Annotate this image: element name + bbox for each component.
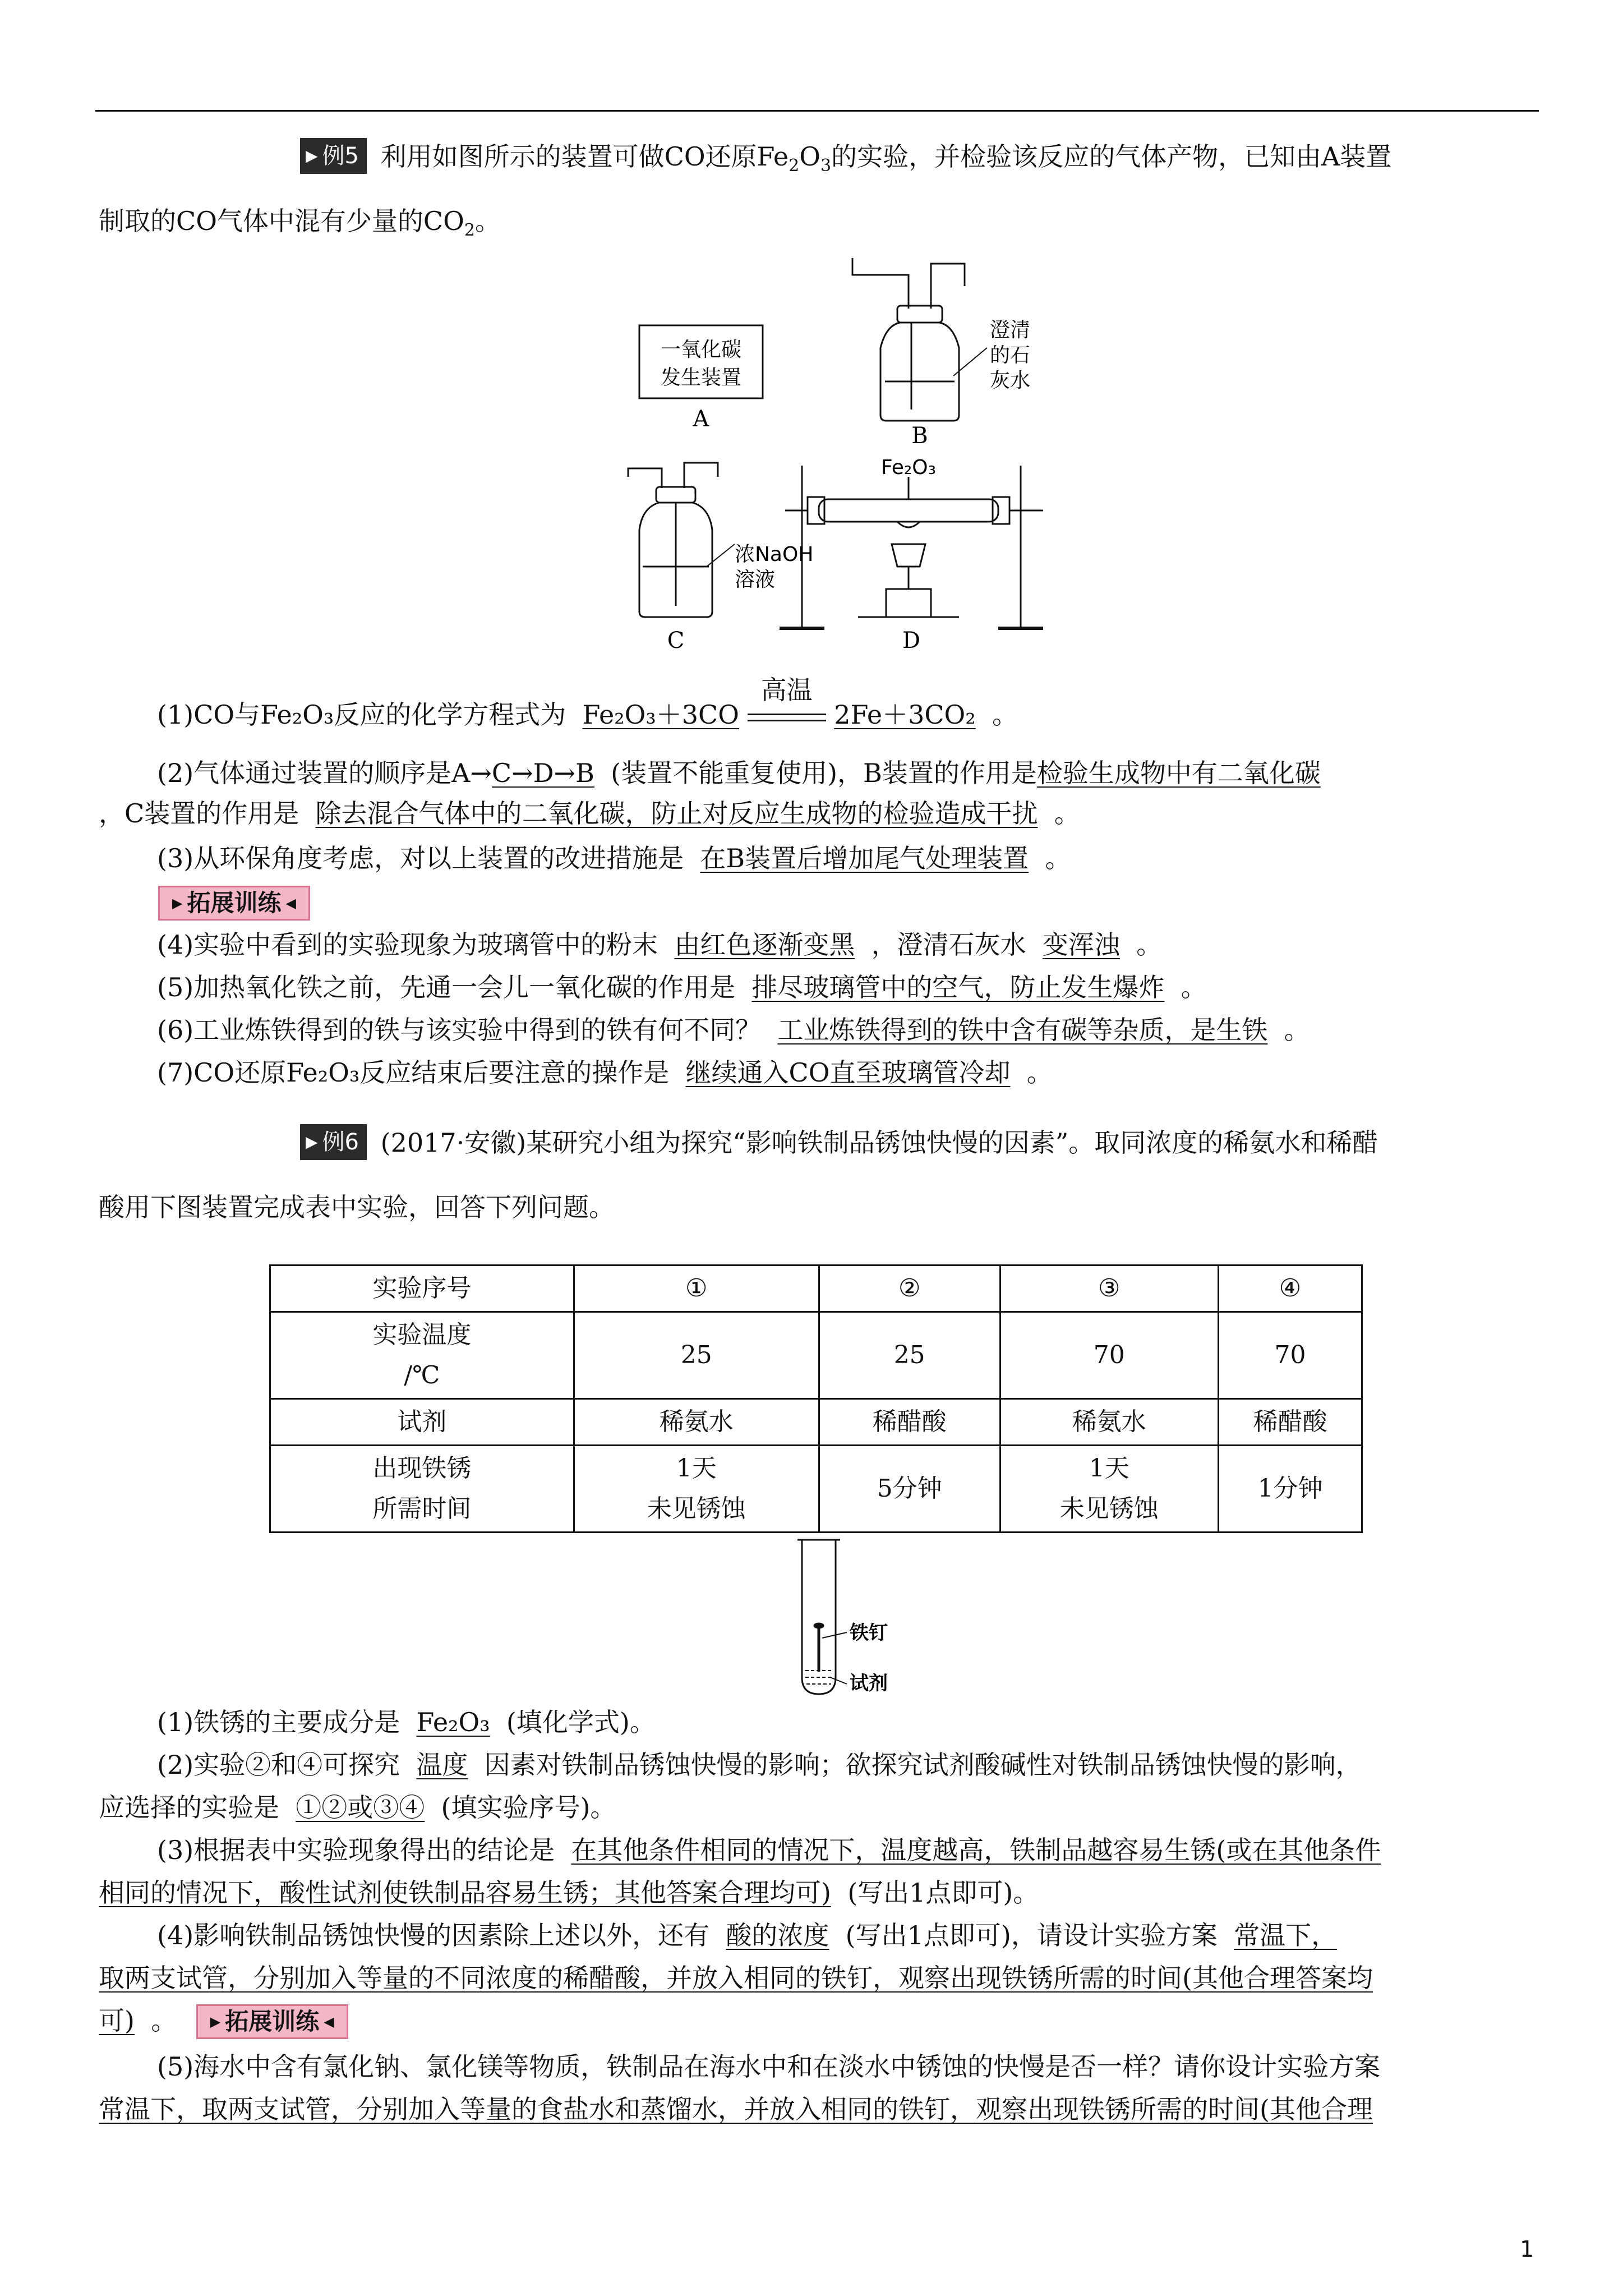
ex6-q2-line2: 应选择的实验是 ①②或③④ (填实验序号)。 bbox=[99, 1792, 616, 1823]
top-rule bbox=[95, 110, 1539, 112]
ex5-q2-line2: ，C装置的作用是 除去混合气体中的二氧化碳，防止对反应生成物的检验造成干扰 。 bbox=[99, 798, 1080, 829]
nail-label: 铁钉 bbox=[850, 1622, 888, 1644]
ex5-q7-answer: 继续通入CO直至玻璃管冷却 bbox=[685, 1057, 1011, 1088]
table-header-cell: 出现铁锈 所需时间 bbox=[270, 1446, 574, 1533]
table-cell: 25 bbox=[819, 1312, 1000, 1399]
table-cell: ③ bbox=[1000, 1266, 1218, 1312]
ex6-intro-line1: ▶ 例6 (2017·安徽)某研究小组为探究“影响铁制品锈蚀快慢的因素”。取同浓度的稀氨水和稀醋 bbox=[300, 1124, 1378, 1160]
ex5-q2-answer-order: C→D→B bbox=[491, 758, 594, 788]
table-cell: ② bbox=[819, 1266, 1000, 1312]
ex5-q6: (6)工业炼铁得到的铁与该实验中得到的铁有何不同？ 工业炼铁得到的铁中含有碳等杂质，是生铁 。 bbox=[157, 1015, 1310, 1045]
table-row bbox=[270, 1266, 1362, 1312]
ex6-intro-line2: 酸用下图装置完成表中实验，回答下列问题。 bbox=[99, 1192, 615, 1222]
d-label: Fe₂O₃ bbox=[880, 456, 937, 479]
b-label-1: 澄清 bbox=[990, 319, 1031, 342]
a-label-2: 发生装置 bbox=[660, 366, 742, 389]
ex5-ext-tag-line bbox=[158, 885, 310, 921]
table-header-cell: 实验序号 bbox=[270, 1266, 574, 1312]
ex6-q5-line1: (5)海水中含有氯化钠、氯化镁等物质，铁制品在海水中和在淡水中锈蚀的快慢是否一样？请你设计实验方案 bbox=[157, 2051, 1381, 2082]
table-cell: 1分钟 bbox=[1219, 1446, 1362, 1533]
b-label-3: 灰水 bbox=[990, 369, 1031, 392]
ex6-q4-answer-2a: 常温下， bbox=[1234, 1920, 1338, 1950]
table-header-cell: 试剂 bbox=[270, 1399, 574, 1446]
ex6-q4-answer-2c: 可) bbox=[99, 2005, 135, 2036]
table-cell: ① bbox=[574, 1266, 819, 1312]
reaction-condition: 高温 bbox=[748, 698, 826, 721]
bottle-b bbox=[852, 258, 965, 421]
extension-training-tag-2: ▶ 拓展训练 ◀ bbox=[196, 2004, 348, 2039]
ex6-q4-line2 bbox=[99, 1961, 1373, 1995]
ex6-q2-answer-1: 温度 bbox=[416, 1750, 468, 1780]
a-label-1: 一氧化碳 bbox=[660, 338, 742, 361]
ex5-q2-answer-b: 检验生成物中有二氧化碳 bbox=[1036, 758, 1321, 788]
apparatus-diagram bbox=[617, 252, 1122, 673]
table-header-cell: 实验温度 /℃ bbox=[270, 1312, 574, 1399]
ex5-q4-answer-2: 变浑浊 bbox=[1042, 930, 1120, 960]
ex6-q4-line3: 可) 。 ▶ 拓展训练 ◀ bbox=[99, 2004, 348, 2039]
ex5-tag: ▶ 例5 bbox=[300, 138, 367, 174]
table-cell: 稀氨水 bbox=[574, 1399, 819, 1446]
table-cell: ④ bbox=[1219, 1266, 1362, 1312]
ex6-q4-line1: (4)影响铁制品锈蚀快慢的因素除上述以外，还有 酸的浓度 (写出1点即可)，请设计实验方案 常温下， bbox=[157, 1920, 1338, 1950]
ex6-q1-answer: Fe₂O₃ bbox=[416, 1707, 490, 1737]
reagent-label: 试剂 bbox=[850, 1672, 888, 1695]
table-cell: 稀醋酸 bbox=[819, 1399, 1000, 1446]
ex5-q6-answer: 工业炼铁得到的铁中含有碳等杂质，是生铁 bbox=[777, 1015, 1268, 1045]
table-cell: 25 bbox=[574, 1312, 819, 1399]
test-tube-diagram bbox=[785, 1537, 953, 1700]
ex6-q1: (1)铁锈的主要成分是 Fe₂O₃ (填化学式)。 bbox=[157, 1707, 656, 1737]
ex6-q5-line2 bbox=[99, 2092, 1373, 2126]
ex6-q4-answer-1: 酸的浓度 bbox=[726, 1920, 829, 1950]
b-label-2: 的石 bbox=[990, 344, 1031, 367]
apparatus-d bbox=[780, 466, 1043, 628]
extension-training-tag: ▶ 拓展训练 ◀ bbox=[158, 886, 310, 921]
table-cell: 5分钟 bbox=[819, 1446, 1000, 1533]
table-cell: 1天 未见锈蚀 bbox=[1000, 1446, 1218, 1533]
table-cell: 稀醋酸 bbox=[1219, 1399, 1362, 1446]
table-row bbox=[270, 1312, 1362, 1399]
ex5-q4-answer-1: 由红色逐渐变黑 bbox=[674, 930, 855, 960]
table-cell: 稀氨水 bbox=[1000, 1399, 1218, 1446]
ex5-q2-answer-c: 除去混合气体中的二氧化碳，防止对反应生成物的检验造成干扰 bbox=[315, 798, 1038, 829]
table-row bbox=[270, 1399, 1362, 1446]
test-tube-figure bbox=[785, 1537, 953, 1700]
a-caption: A bbox=[693, 406, 709, 432]
c-caption: C bbox=[667, 628, 685, 654]
ex5-q1: (1)CO与Fe₂O₃反应的化学方程式为 Fe₂O₃＋3CO 高温 2Fe＋3CO₂ 。 bbox=[157, 675, 1018, 730]
ex5-q4: (4)实验中看到的实验现象为玻璃管中的粉末 由红色逐渐变黑 ，澄清石灰水 变浑浊 。 bbox=[157, 930, 1163, 960]
ex6-q3-line1: (3)根据表中实验现象得出的结论是 在其他条件相同的情况下，温度越高，铁制品越容易生锈(或在其他条件 bbox=[157, 1835, 1381, 1865]
page-number: 1 bbox=[1520, 2237, 1534, 2262]
table-cell: 70 bbox=[1219, 1312, 1362, 1399]
d-caption: D bbox=[902, 628, 921, 654]
ex5-q1-answer-left: Fe₂O₃＋3CO bbox=[582, 700, 739, 730]
ex5-q2-line1: (2)气体通过装置的顺序是A→C→D→B (装置不能重复使用)，B装置的作用是检验生成物中有二氧化碳 bbox=[157, 758, 1321, 788]
ex5-q3: (3)从环保角度考虑，对以上装置的改进措施是 在B装置后增加尾气处理装置 。 bbox=[157, 843, 1071, 873]
table-cell: 1天 未见锈蚀 bbox=[574, 1446, 819, 1533]
b-caption: B bbox=[911, 423, 928, 449]
ex6-q5-answer: 常温下，取两支试管，分别加入等量的食盐水和蒸馏水，并放入相同的铁钉，观察出现铁锈所需的时间(其他合理 bbox=[99, 2094, 1373, 2124]
ex6-tag: ▶ 例6 bbox=[300, 1124, 367, 1160]
ex5-q5-answer: 排尽玻璃管中的空气，防止发生爆炸 bbox=[751, 972, 1165, 1002]
ex6-q3-line2: 相同的情况下，酸性试剂使铁制品容易生锈；其他答案合理均可) (写出1点即可)。 bbox=[99, 1878, 1039, 1908]
c-label-1: 浓NaOH bbox=[735, 543, 814, 566]
ex6-q3-answer-2: 相同的情况下，酸性试剂使铁制品容易生锈；其他答案合理均可) bbox=[99, 1878, 831, 1908]
experiment-table bbox=[269, 1264, 1363, 1533]
ex6-q3-answer-1: 在其他条件相同的情况下，温度越高，铁制品越容易生锈(或在其他条件 bbox=[571, 1835, 1381, 1865]
ex5-intro-line1: ▶ 例5 利用如图所示的装置可做CO还原$Fe_2O_3$的实验，并检验该反应的气体产物，已知由A装置 bbox=[300, 138, 1391, 183]
ex5-q5: (5)加热氧化铁之前，先通一会儿一氧化碳的作用是 排尽玻璃管中的空气，防止发生爆炸 。 bbox=[157, 972, 1207, 1002]
ex6-q2-line1: (2)实验②和④可探究 温度 因素对铁制品锈蚀快慢的影响；欲探究试剂酸碱性对铁制品锈蚀快慢的影响， bbox=[157, 1750, 1362, 1780]
ex6-q4-answer-2b: 取两支试管，分别加入等量的不同浓度的稀醋酸，并放入相同的铁钉，观察出现铁锈所需的时间(其他合理答案均 bbox=[99, 1963, 1373, 1993]
ex5-intro-line2: 制取的CO气体中混有少量的$CO_2$。 bbox=[99, 206, 501, 240]
ex6-q2-answer-2: ①②或③④ bbox=[296, 1792, 425, 1823]
apparatus-figure bbox=[617, 252, 1122, 673]
ex5-q3-answer: 在B装置后增加尾气处理装置 bbox=[700, 843, 1029, 873]
ex5-q1-answer-right: 2Fe＋3CO₂ bbox=[834, 700, 976, 730]
table-row bbox=[270, 1446, 1362, 1533]
ex5-q7: (7)CO还原Fe₂O₃反应结束后要注意的操作是 继续通入CO直至玻璃管冷却 。 bbox=[157, 1057, 1053, 1088]
c-label-2: 溶液 bbox=[735, 568, 776, 591]
table-cell: 70 bbox=[1000, 1312, 1218, 1399]
bottle-c bbox=[628, 463, 718, 617]
